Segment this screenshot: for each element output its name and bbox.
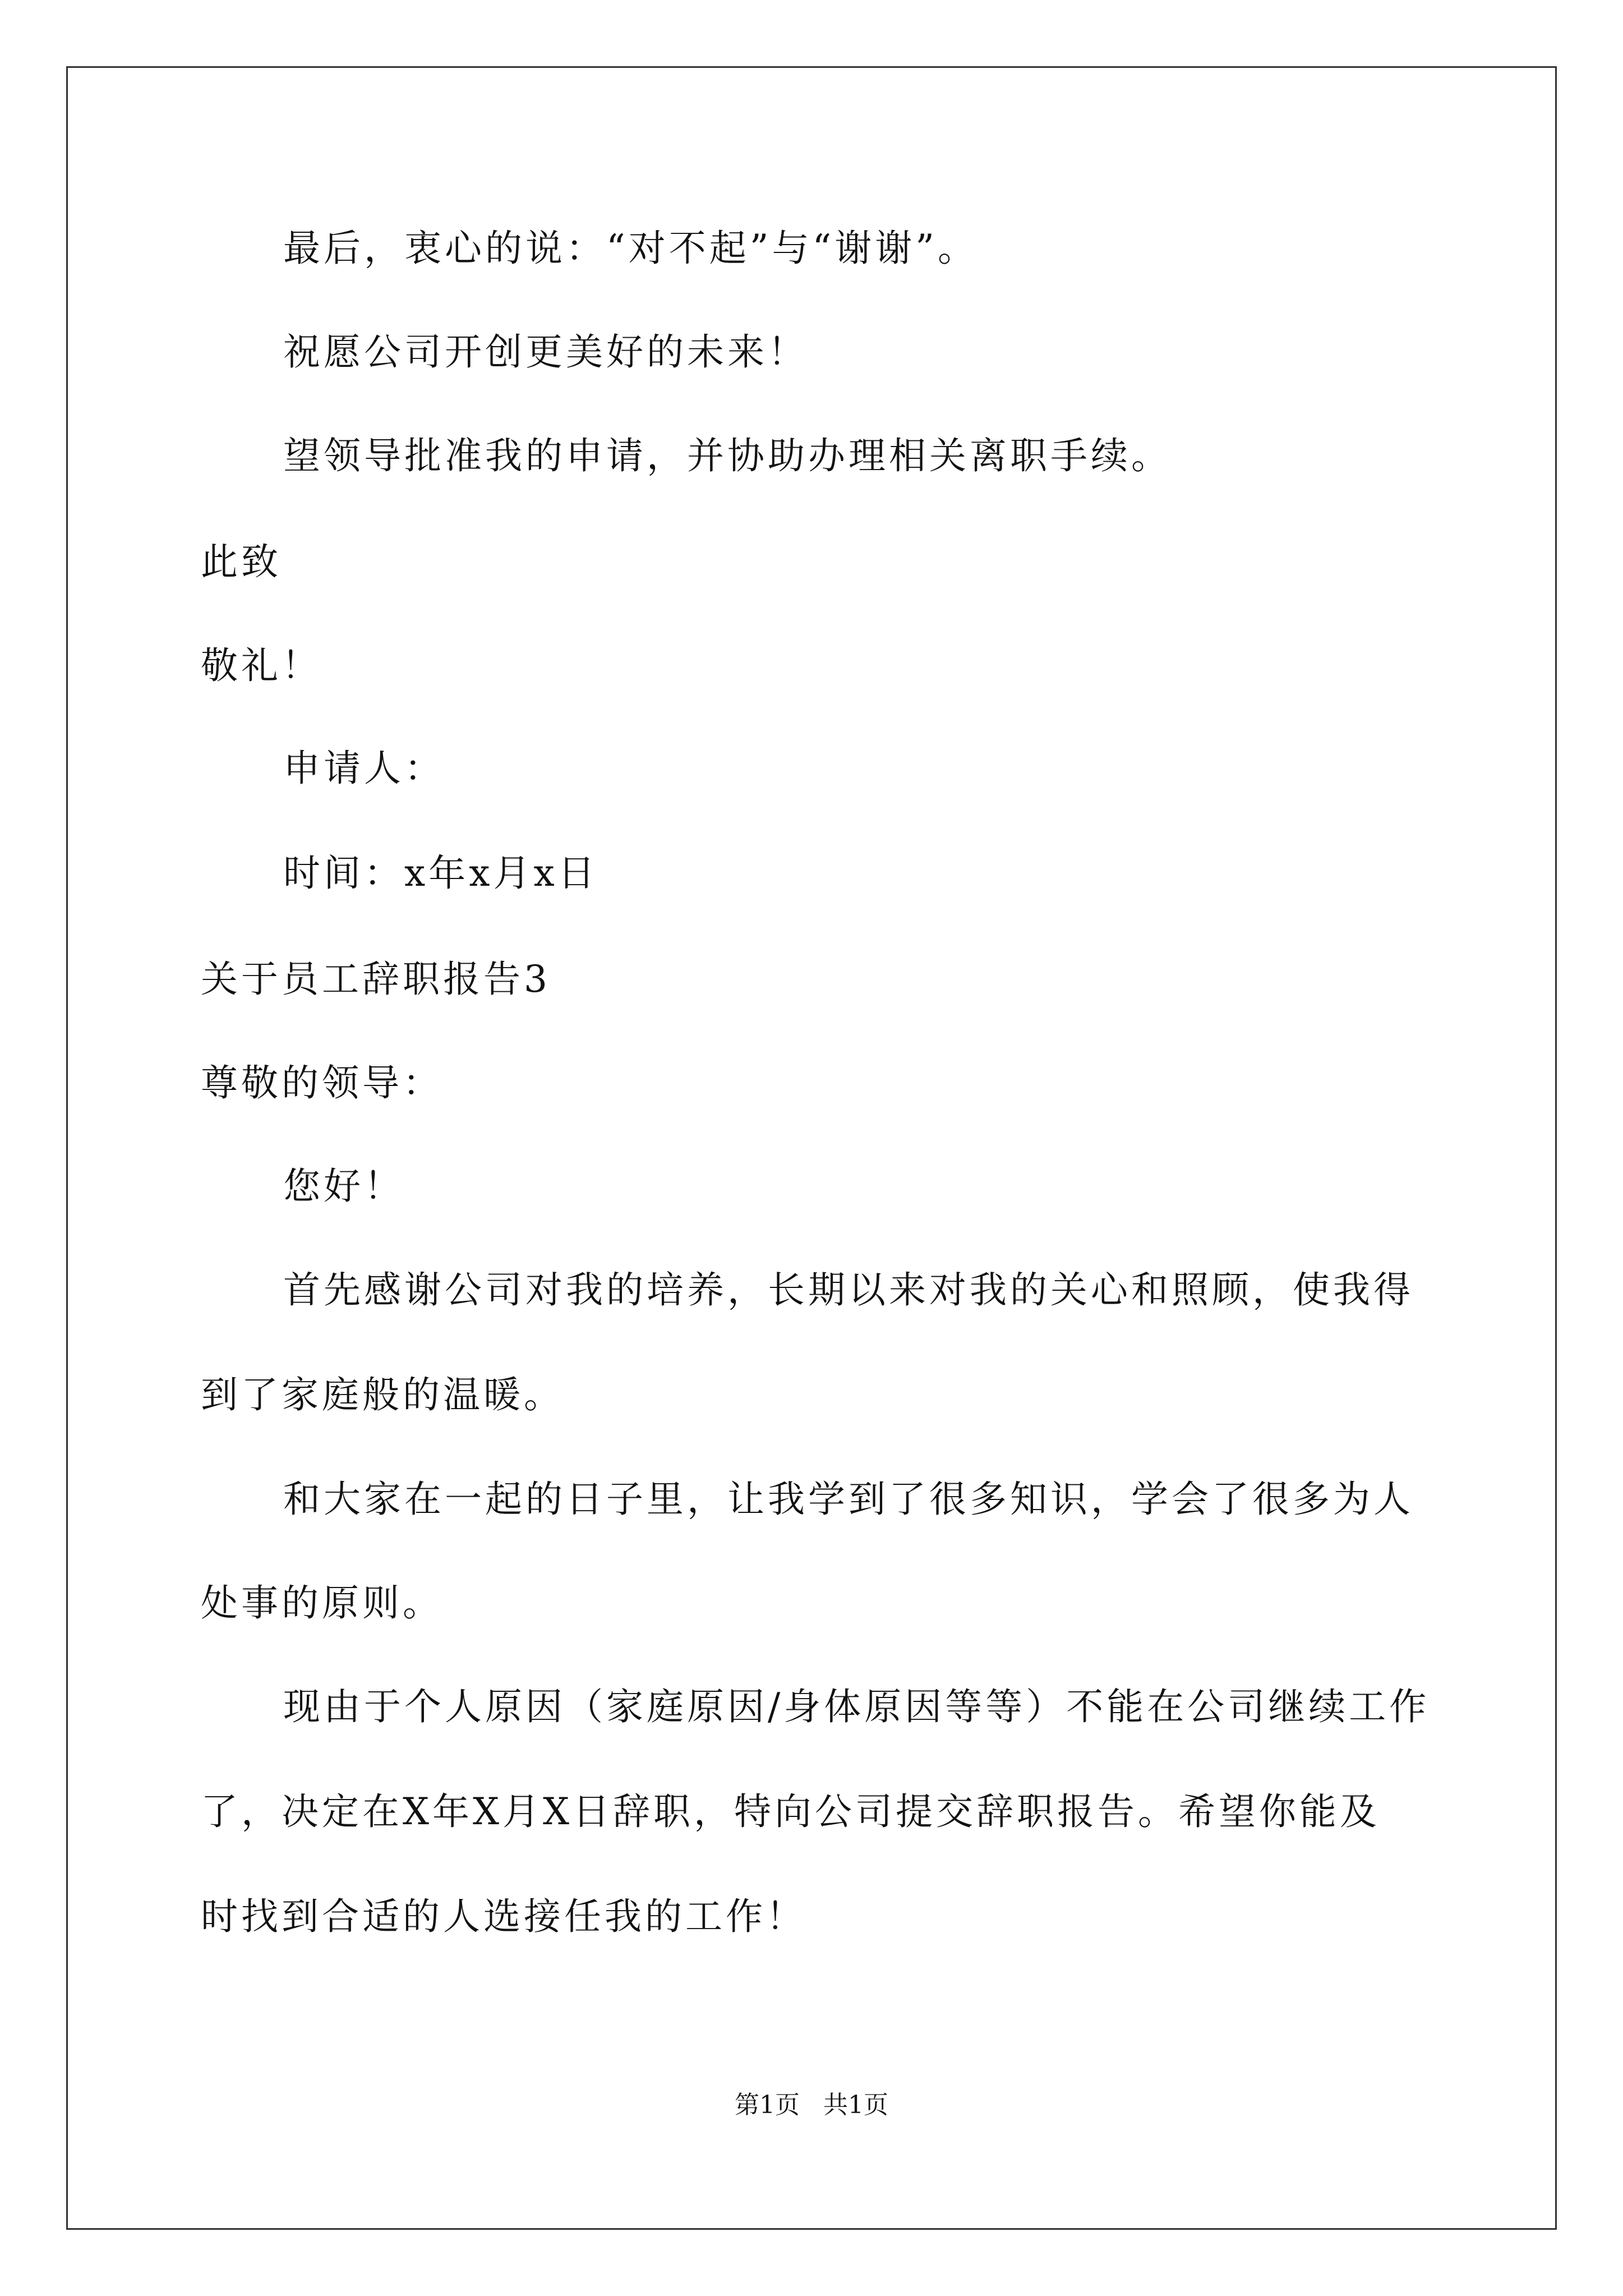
date-line: 时间：x年x月x日 — [283, 852, 598, 895]
page-footer: 第1页 共1页 — [735, 2091, 888, 2119]
paragraph-3-line-2: 了，决定在X年X月X日辞职，特向公司提交辞职报告。希望你能及 — [201, 1790, 1380, 1833]
paragraph-3-line-1: 现由于个人原因（家庭原因/身体原因等等）不能在公司继续工作 — [283, 1685, 1430, 1728]
paragraph-2-line-1: 和大家在一起的日子里，让我学到了很多知识，学会了很多为人 — [283, 1478, 1414, 1521]
paragraph-1-line-2: 到了家庭般的温暖。 — [201, 1373, 564, 1416]
applicant-line: 申请人： — [283, 747, 445, 790]
paragraph-1-line-1: 首先感谢公司对我的培养，长期以来对我的关心和照顾，使我得 — [283, 1268, 1414, 1312]
salutation-jingli: 敬礼！ — [201, 644, 322, 687]
addressee-line: 尊敬的领导： — [201, 1061, 443, 1105]
wish-line: 祝愿公司开创更美好的未来！ — [283, 330, 808, 374]
greeting-line: 您好！ — [283, 1165, 404, 1208]
paragraph-2-line-2: 处事的原则。 — [201, 1581, 443, 1625]
salutation-cizhi: 此致 — [201, 540, 282, 583]
paragraph-3-line-3: 时找到合适的人选接任我的工作！ — [201, 1895, 806, 1938]
section-title: 关于员工辞职报告3 — [201, 958, 551, 1001]
closing-thanks-line: 最后，衷心的说：“对不起”与“谢谢”。 — [283, 227, 978, 270]
request-approval-line: 望领导批准我的申请，并协助办理相关离职手续。 — [283, 434, 1172, 477]
